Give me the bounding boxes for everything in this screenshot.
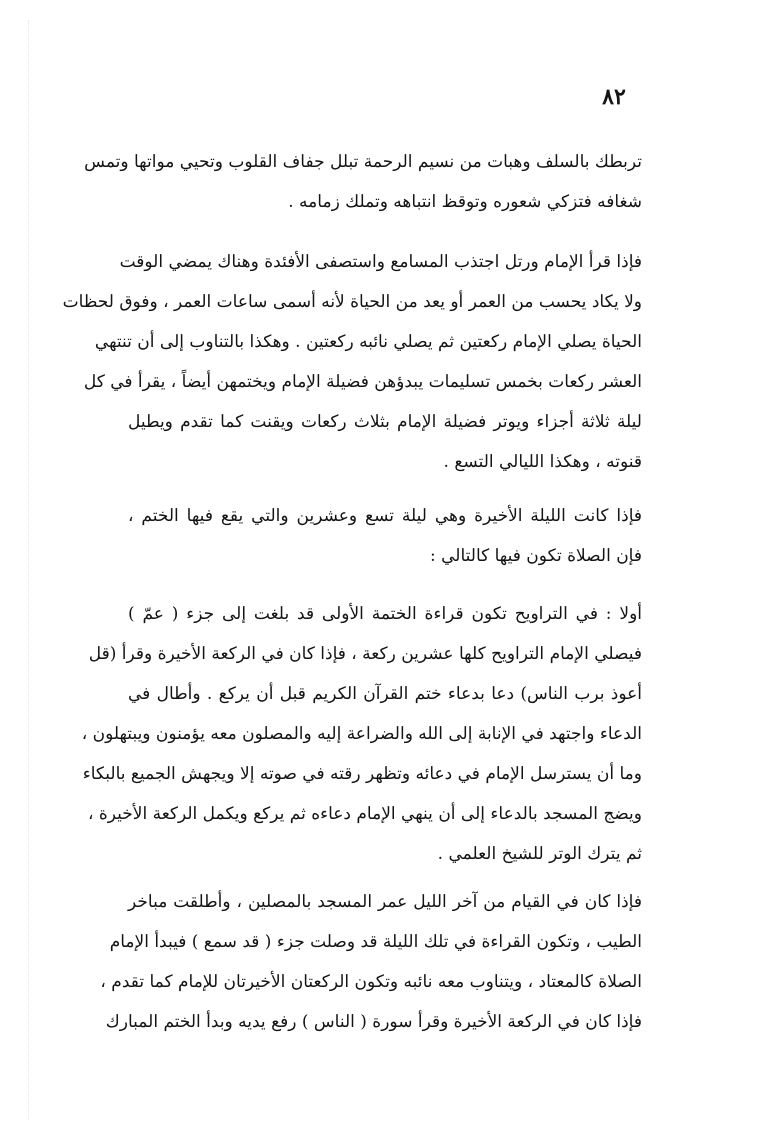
paragraph-5	[100, 882, 642, 1042]
text-line: شغافه فتزكي شعوره وتوقظ انتباهه وتملك زمامه .	[288, 192, 642, 212]
paragraph-2	[62, 242, 642, 482]
text-line: فإذا قرأ الإمام ورتل اجتذب المسامع واستصفى الأفئدة وهناك يمضي الوقت	[119, 252, 642, 272]
text-line: فإذا كان في القيام من آخر الليل عمر المسجد بالمصلين ، وأطلقت مباخر	[128, 892, 642, 912]
paragraph-1	[84, 142, 642, 222]
page-number: ٨٢	[602, 84, 626, 110]
text-line: فإذا كان في الركعة الأخيرة وقرأ سورة ( الناس ) رفع يديه وبدأ الختم المبارك	[105, 1012, 642, 1032]
text-line: وما أن يسترسل الإمام في دعائه وتظهر رقته في صوته إلا ويجهش الجميع بالبكاء	[82, 764, 642, 784]
text-line: العشر ركعات بخمس تسليمات يبدؤهن فضيلة الإمام ويختمهن أيضاً ، يقرأ في كل	[83, 372, 642, 392]
text-line: قنوته ، وهكذا الليالي التسع .	[443, 452, 642, 472]
text-line: ويضج المسجد بالدعاء إلى أن ينهي الإمام دعاءه ثم يركع ويكمل الركعة الأخيرة ،	[87, 804, 642, 824]
text-line: ليلة ثلاثة أجزاء ويوتر فضيلة الإمام بثلاث ركعات ويقنت كما تقدم ويطيل	[128, 412, 642, 432]
text-line: الدعاء واجتهد في الإنابة إلى الله والضراعة إليه والمصلون معه يؤمنون ويبتهلون ،	[81, 724, 642, 744]
scan-edge-marks	[28, 20, 41, 1120]
text-line: الطيب ، وتكون القراءة في تلك الليلة قد وصلت جزء ( قد سمع ) فيبدأ الإمام	[109, 932, 642, 952]
text-line: أولا : في التراويح تكون قراءة الختمة الأولى قد بلغت إلى جزء ( عمّ )	[128, 604, 642, 624]
text-line: ولا يكاد يحسب من العمر أو يعد من الحياة لأنه أسمى ساعات العمر ، وفوق لحظات	[62, 292, 642, 312]
text-line: الصلاة كالمعتاد ، ويتناوب معه نائبه وتكون الركعتان الأخيرتان للإمام كما تقدم ،	[100, 972, 642, 992]
text-line: فيصلي الإمام التراويح كلها عشرين ركعة ، فإذا كان في الركعة الأخيرة وقرأ (قل	[88, 644, 642, 664]
text-line: ثم يترك الوتر للشيخ العلمي .	[437, 844, 642, 864]
paragraph-4	[81, 594, 642, 874]
text-line: فإن الصلاة تكون فيها كالتالي :	[429, 546, 642, 566]
text-line: تربطك بالسلف وهبات من نسيم الرحمة تبلل جفاف القلوب وتحيي مواتها وتمس	[84, 152, 642, 172]
text-line: الحياة يصلي الإمام ركعتين ثم يصلي نائبه ركعتين . وهكذا بالتناوب إلى أن تنتهي	[94, 332, 642, 352]
text-line: فإذا كانت الليلة الأخيرة وهي ليلة تسع وعشرين والتي يقع فيها الختم ،	[128, 506, 642, 526]
paragraph-3	[128, 496, 642, 576]
text-line: أعوذ برب الناس) دعا بدعاء ختم القرآن الكريم قبل أن يركع . وأطال في	[128, 684, 642, 704]
